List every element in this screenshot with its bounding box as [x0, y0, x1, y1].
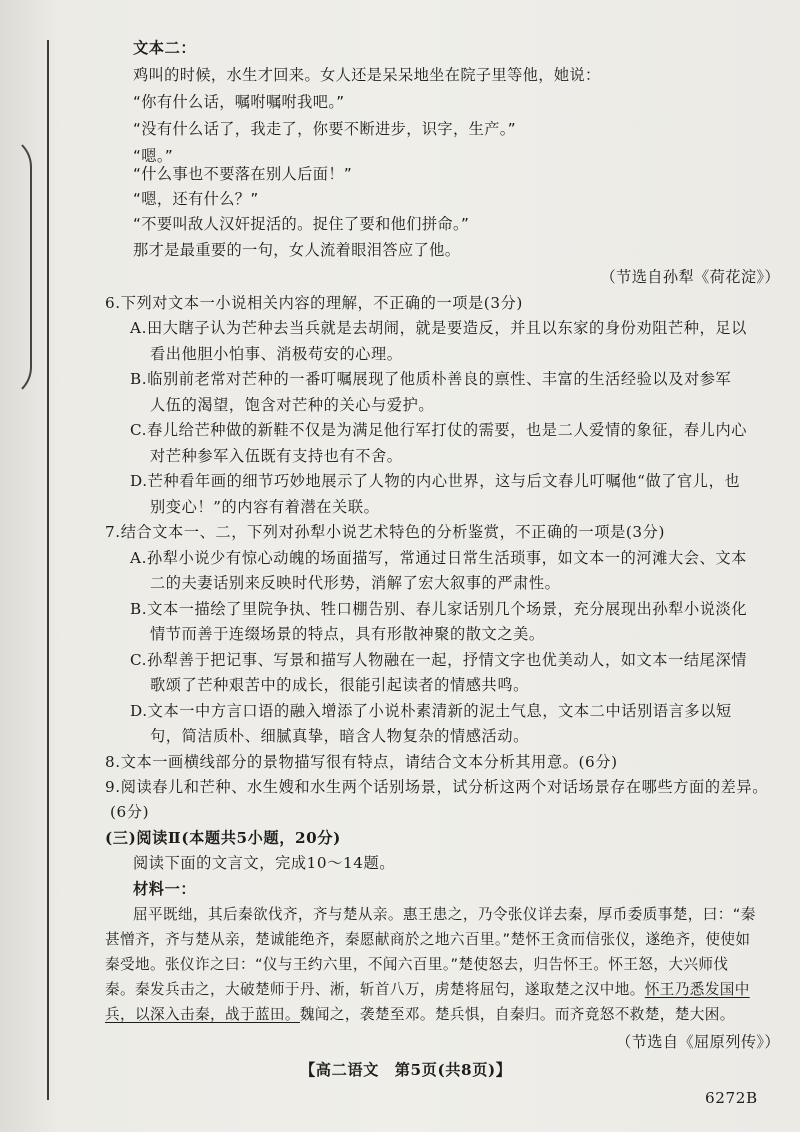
text2-line: 那才是最重要的一句，女人流着眼泪答应了他。 [133, 241, 461, 259]
q7-option-a-cont: 二的夫妻话别来反映时代形势，消解了宏大叙事的严肃性。 [150, 574, 561, 592]
paper-code: 6272B [705, 1089, 758, 1107]
q6-option-a-cont: 看出他胆小怕事、消极苟安的心理。 [150, 345, 403, 363]
q8-stem: 8.文本一画横线部分的景物描写很有特点，请结合文本分析其用意。(6分) [105, 753, 618, 771]
q9-score: (6分) [110, 803, 150, 821]
classical-underlined-text: 兵，以深入击秦，战于蓝田。 [105, 1006, 300, 1023]
q6-stem: 6.下列对文本一小说相关内容的理解，不正确的一项是(3分) [105, 294, 523, 312]
text2-line: “不要叫敌人汉奸捉活的。捉住了要和他们拼命。” [133, 215, 470, 233]
text2-heading: 文本二： [133, 39, 197, 57]
text2-line: 鸡叫的时候，水生才回来。女人还是呆呆地坐在院子里等他，她说： [133, 66, 601, 84]
q7-option-d: D.文本一中方言口语的融入增添了小说朴素清新的泥土气息，文本二中话别语言多以短 [130, 702, 732, 720]
q9-stem: 9.阅读春儿和芒种、水生嫂和水生两个话别场景，试分析这两个对话场景存在哪些方面的差异。 [105, 778, 768, 796]
classical-line: 甚憎齐，齐与楚从亲，楚诚能绝齐，秦愿献商於之地六百里。”楚怀王贪而信张仪，遂绝齐，使使如 [105, 931, 751, 948]
q6-option-c: C.春儿给芒种做的新鞋不仅是为满足他行军打仗的需要，也是二人爱情的象征，春儿内心 [130, 421, 748, 439]
classical-source: （节选自《屈原列传》） [616, 1033, 780, 1051]
classical-line [105, 980, 750, 1000]
q6-option-d: D.芒种看年画的细节巧妙地展示了人物的内心世界，这与后文春儿叮嘱他“做了官儿，也 [130, 472, 741, 490]
text2-line: “你有什么话，嘱咐嘱咐我吧。” [133, 93, 345, 111]
q7-option-b-cont: 情节而善于连缀场景的特点，具有形散神聚的散文之美。 [150, 625, 545, 643]
text2-line: “嗯。” [133, 147, 174, 165]
q7-stem: 7.结合文本一、二，下列对孙犁小说艺术特色的分析鉴赏，不正确的一项是(3分) [105, 523, 665, 541]
material1-label: 材料一： [133, 880, 197, 898]
section3-instruction: 阅读下面的文言文，完成10～14题。 [133, 854, 396, 872]
q7-option-d-cont: 句，简洁质朴、细腻真挚，暗含人物复杂的情感活动。 [150, 727, 529, 745]
q6-option-c-cont: 对芒种参军入伍既有支持也有不舍。 [150, 447, 403, 465]
q7-option-c: C.孙犁善于把记事、写景和描写人物融在一起，抒情文字也优美动人，如文本一结尾深情 [130, 651, 748, 669]
classical-text: 魏闻之，袭楚至邓。楚兵惧，自秦归。而齐竟怒不救楚，楚大困。 [299, 1006, 735, 1023]
q6-option-b-cont: 人伍的渴望，饱含对芒种的关心与爱护。 [150, 396, 435, 414]
classical-line: 屈平既绌，其后秦欲伐齐，齐与楚从亲。惠王患之，乃令张仪详去秦，厚币委质事楚，曰：“秦 [133, 906, 756, 923]
text2-line: “嗯，还有什么？” [133, 190, 259, 208]
section3-heading: (三)阅读Ⅱ(本题共5小题，20分) [105, 829, 341, 847]
classical-underlined-text: 怀王乃悉发国中 [644, 981, 750, 998]
text2-line: “什么事也不要落在别人后面！” [133, 165, 353, 183]
q6-option-a: A.田大瞎子认为芒种去当兵就是去胡闹，就是要造反，并且以东家的身份劝阻芒种，足以 [130, 319, 747, 337]
q6-option-b: B.临别前老常对芒种的一番叮嘱展现了他质朴善良的禀性、丰富的生活经验以及对参军 [130, 370, 732, 388]
page-footer: 【高二语文 第5页(共8页)】 [300, 1061, 512, 1079]
q7-option-b: B.文本一描绘了里院争执、牲口棚告别、春儿家话别几个场景，充分展现出孙犁小说淡化 [130, 600, 748, 618]
classical-text: 秦。秦发兵击之，大破楚师于丹、淅，斩首八万，虏楚将屈匄，遂取楚之汉中地。 [105, 981, 645, 998]
q7-option-c-cont: 歌颂了芒种艰苦中的成长，很能引起读者的情感共鸣。 [150, 676, 529, 694]
q6-option-d-cont: 别变心！”的内容有着潜在关联。 [150, 498, 380, 516]
classical-line: 秦受地。张仪诈之曰：“仪与王约六里，不闻六百里。”楚使怒去，归告怀王。怀王怒，大兴师伐 [105, 956, 729, 973]
text2-line: “没有什么话了，我走了，你要不断进步，识字，生产。” [133, 120, 517, 138]
text2-source: （节选自孙犁《荷花淀》） [600, 268, 780, 286]
q7-option-a: A.孙犁小说少有惊心动魄的场面描写，常通过日常生活琐事，如文本一的河滩大会、文本 [130, 549, 747, 567]
classical-line [105, 1005, 735, 1025]
